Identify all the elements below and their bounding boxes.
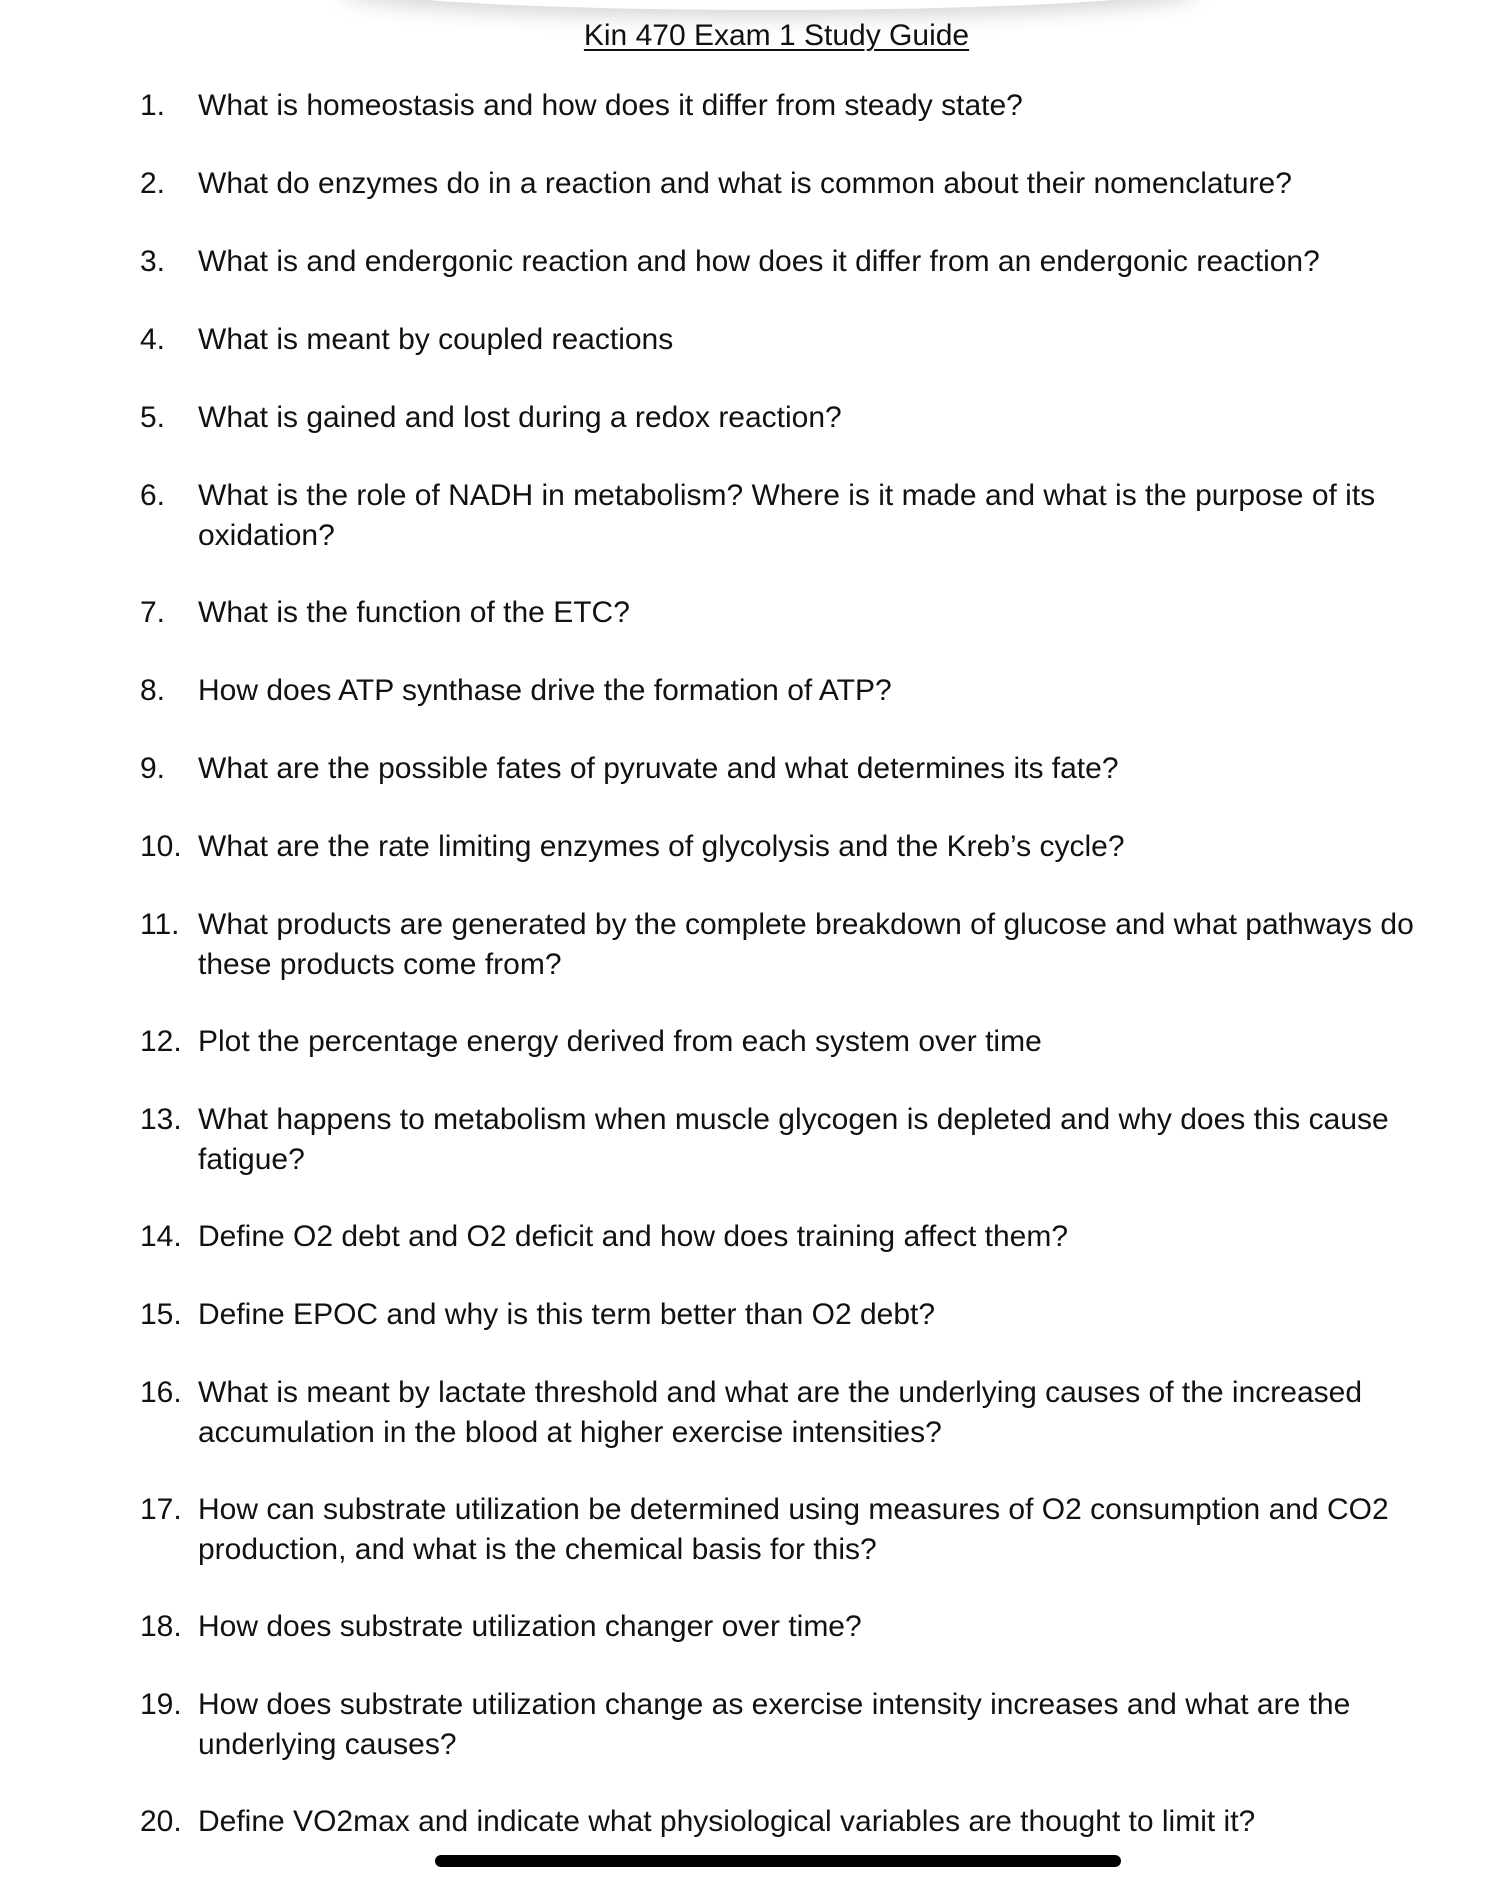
question-text: What is the function of the ETC? [198, 596, 630, 629]
question-text: How does substrate utilization changer over time? [198, 1610, 862, 1643]
question-text: Define O2 debt and O2 deficit and how does training affect them? [198, 1220, 1068, 1253]
question-item [140, 242, 1430, 282]
question-text: What products are generated by the complete breakdown of glucose and what pathways do these products come from? [198, 908, 1414, 981]
question-item [140, 320, 1430, 360]
question-number: 3. [140, 245, 166, 278]
question-text: What is meant by coupled reactions [198, 323, 674, 356]
question-number: 6. [140, 479, 166, 512]
question-item [140, 1295, 1430, 1335]
question-item [140, 827, 1430, 867]
question-number: 5. [140, 401, 166, 434]
question-text: What is meant by lactate threshold and what are the underlying causes of the increased accumulation in the blood at higher exercise intensities? [198, 1376, 1363, 1449]
question-number: 16. [140, 1376, 182, 1409]
question-text: Define EPOC and why is this term better than O2 debt? [198, 1298, 936, 1331]
question-text: What are the rate limiting enzymes of glycolysis and the Kreb’s cycle? [198, 830, 1125, 863]
question-text: How does ATP synthase drive the formation of ATP? [198, 674, 892, 707]
question-number: 18. [140, 1610, 182, 1643]
question-number: 2. [140, 167, 166, 200]
question-item [140, 1100, 1430, 1180]
question-item [140, 1022, 1430, 1062]
question-item [140, 749, 1430, 789]
question-item [140, 1373, 1430, 1453]
document-title: Kin 470 Exam 1 Study Guide [583, 19, 970, 52]
question-number: 12. [140, 1025, 182, 1058]
question-text: What is the role of NADH in metabolism? Where is it made and what is the purpose of its oxidation? [198, 479, 1376, 552]
question-number: 7. [140, 596, 166, 629]
question-item [140, 671, 1430, 711]
question-text: Plot the percentage energy derived from each system over time [198, 1025, 1042, 1058]
question-item [140, 476, 1430, 556]
question-number: 19. [140, 1688, 182, 1721]
question-item [140, 905, 1430, 985]
question-number: 1. [140, 89, 166, 122]
question-text: How does substrate utilization change as exercise intensity increases and what are the underlying causes? [198, 1688, 1351, 1761]
question-text: Define VO2max and indicate what physiological variables are thought to limit it? [198, 1805, 1256, 1838]
question-number: 9. [140, 752, 166, 785]
question-number: 11. [140, 908, 180, 941]
question-text: How can substrate utilization be determined using measures of O2 consumption and CO2 production, and what is the chemical basis for this? [198, 1493, 1389, 1566]
question-number: 14. [140, 1220, 182, 1253]
question-item [140, 1490, 1430, 1570]
question-number: 13. [140, 1103, 182, 1136]
question-number: 17. [140, 1493, 182, 1526]
question-text: What are the possible fates of pyruvate and what determines its fate? [198, 752, 1119, 785]
question-number: 4. [140, 323, 166, 356]
question-item [140, 1607, 1430, 1647]
question-text: What is and endergonic reaction and how does it differ from an endergonic reaction? [198, 245, 1320, 278]
question-item [140, 1217, 1430, 1257]
question-text: What do enzymes do in a reaction and what is common about their nomenclature? [198, 167, 1292, 200]
question-item [140, 86, 1430, 126]
question-number: 10. [140, 830, 182, 863]
home-indicator-bar[interactable] [435, 1855, 1121, 1867]
question-item [140, 1685, 1430, 1765]
question-number: 20. [140, 1805, 182, 1838]
question-text: What happens to metabolism when muscle glycogen is depleted and why does this cause fatigue? [198, 1103, 1389, 1176]
question-item [140, 1802, 1430, 1842]
question-item [140, 593, 1430, 633]
question-item [140, 164, 1430, 204]
question-number: 15. [140, 1298, 182, 1331]
question-text: What is homeostasis and how does it differ from steady state? [198, 89, 1023, 122]
question-text: What is gained and lost during a redox reaction? [198, 401, 842, 434]
question-number: 8. [140, 674, 166, 707]
question-item [140, 398, 1430, 438]
